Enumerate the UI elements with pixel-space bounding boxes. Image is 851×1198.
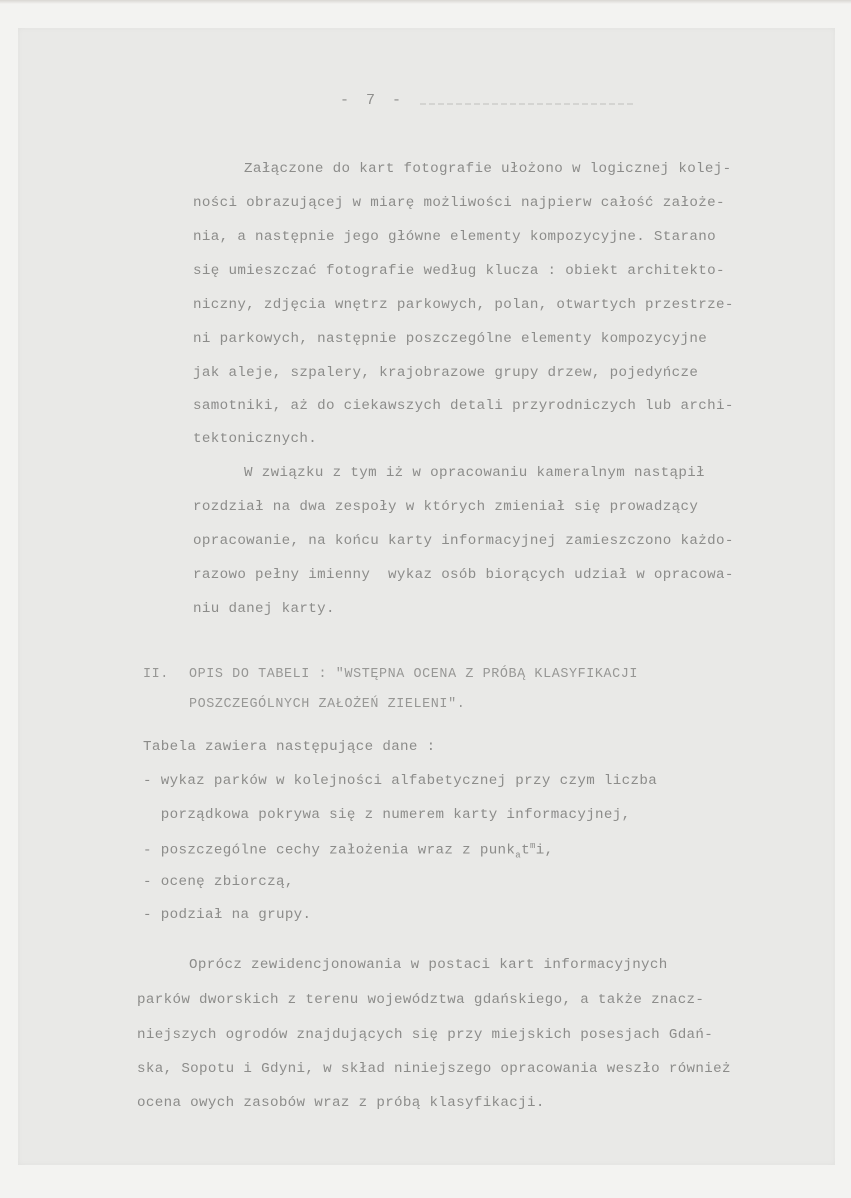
faint-scan-line [420,103,635,105]
list-item-text: i, [535,842,554,859]
text-line: ni parkowych, następnie poszczególne elementy kompozycyjne [193,331,708,347]
text-line: się umieszczać fotografie według klucza : obiekt architekto- [193,263,725,279]
list-item-text: t [521,842,530,859]
text-line: W związku z tym iż w opracowaniu kameralnym nastąpił [244,465,705,481]
text-line: ocena owych zasobów wraz z próbą klasyfikacji. [137,1095,545,1111]
text-line: ności obrazującej w miarę możliwości najpierw całość założe- [193,195,725,211]
text-line: Oprócz zewidencjonowania w postaci kart informacyjnych [189,957,668,973]
list-item-text: - poszczególne cechy założenia wraz z punk [143,842,516,859]
list-item: porządkowa pokrywa się z numerem karty informacyjnej, [143,807,631,823]
text-line: niejszych ogrodów znajdujących się przy miejskich posesjach Gdań- [137,1027,714,1043]
list-item [143,842,553,861]
section-title-line: OPIS DO TABELI : "WSTĘPNA OCENA Z PRÓBĄ KLASYFIKACJI [189,667,639,682]
typo-correction: m [529,841,536,851]
page-number: - 7 - [340,92,406,109]
text-line: samotniki, aż do ciekawszych detali przyrodniczych lub archi- [193,398,734,414]
text-line: razowo pełny imienny wykaz osób biorących udział w opracowa- [193,567,734,583]
list-item: - ocenę zbiorczą, [143,874,294,890]
text-line: niu danej karty. [193,601,335,617]
text-line: jak aleje, szpalery, krajobrazowe grupy drzew, pojedyńcze [193,365,699,381]
text-line: tektonicznych. [193,431,318,447]
typo-correction: a [515,850,522,861]
text-line: niczny, zdjęcia wnętrz parkowych, polan, otwartych przestrze- [193,297,734,313]
text-line: opracowanie, na końcu karty informacyjnej zamieszczono każdo- [193,533,734,549]
list-item: - podział na grupy. [143,907,312,923]
list-item: - wykaz parków w kolejności alfabetycznej przy czym liczba [143,773,658,789]
text-line: nia, a następnie jego główne elementy kompozycyjne. Starano [193,229,716,245]
scan-edge [0,0,851,4]
section-title-line: POSZCZEGÓLNYCH ZAŁOŻEŃ ZIELENI". [189,697,466,712]
text-line: parków dworskich z terenu województwa gdańskiego, a także znacz- [137,992,705,1008]
text-line: ska, Sopotu i Gdyni, w skład niniejszego opracowania weszło również [137,1061,731,1077]
text-line: Załączone do kart fotografie ułożono w logicznej kolej- [244,161,732,177]
section-number: II. [143,667,169,682]
text-line: rozdział na dwa zespoły w których zmieniał się prowadzący [193,499,699,515]
list-intro: Tabela zawiera następujące dane : [143,739,436,755]
